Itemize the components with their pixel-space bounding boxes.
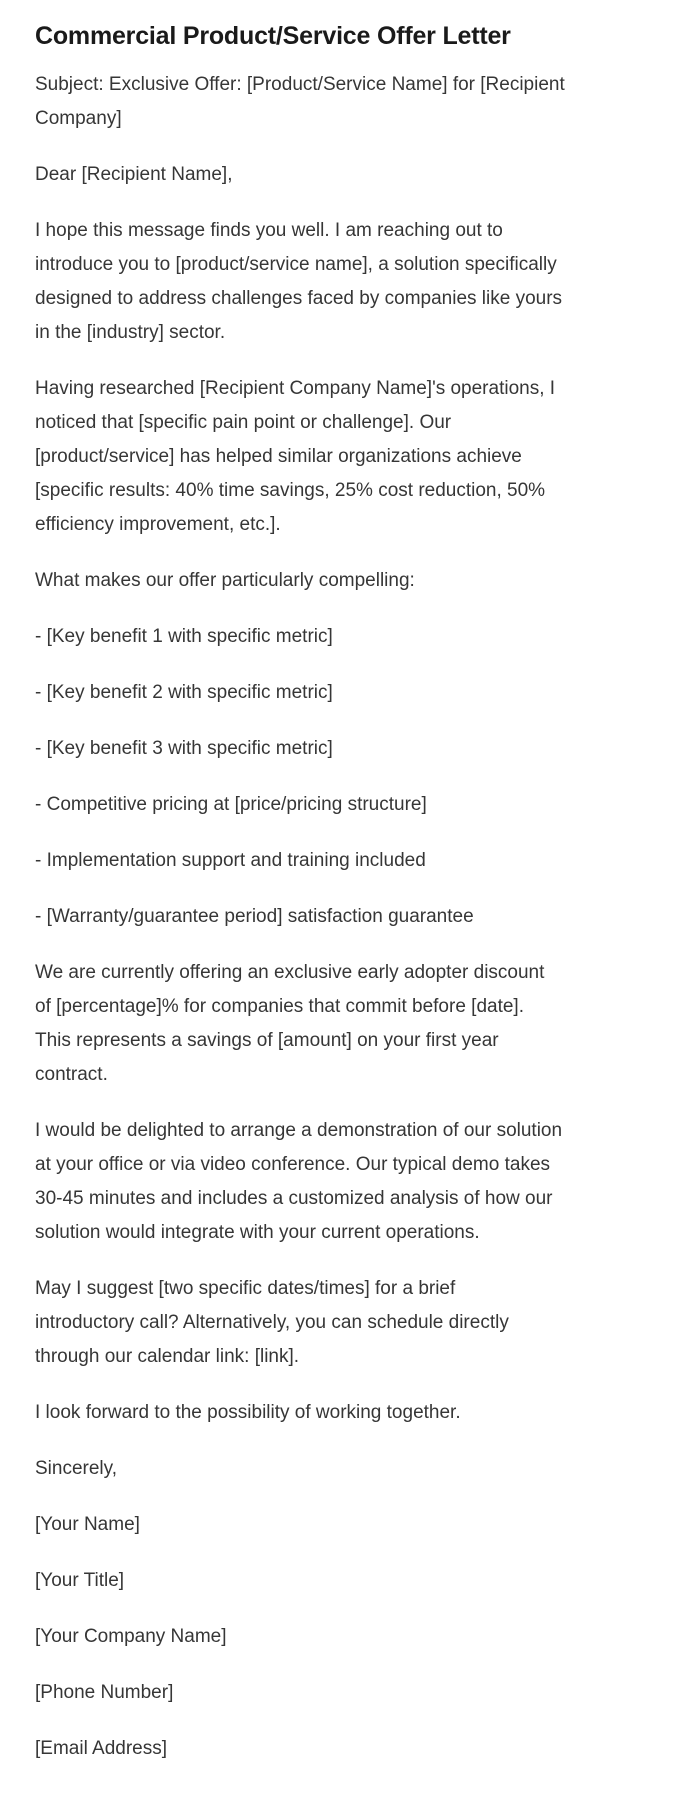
discount-paragraph <box>35 956 665 1092</box>
text-line: Company] <box>35 108 122 129</box>
text-line: of [percentage]% for companies that commit before [date]. <box>35 996 524 1017</box>
text-line: - Competitive pricing at [price/pricing structure] <box>35 794 427 815</box>
text-line: I would be delighted to arrange a demonstration of our solution <box>35 1120 563 1141</box>
benefit-item-pricing <box>35 788 665 822</box>
signature-name <box>35 1508 665 1542</box>
signature-company <box>35 1620 665 1654</box>
text-line: May I suggest [two specific dates/times] for a brief <box>35 1278 456 1299</box>
text-line: [Your Title] <box>35 1570 125 1591</box>
demo-paragraph <box>35 1114 665 1250</box>
benefit-item-implementation <box>35 844 665 878</box>
page-title: Commercial Product/Service Offer Letter <box>35 22 511 50</box>
salutation <box>35 158 665 192</box>
text-line: introductory call? Alternatively, you can schedule directly <box>35 1312 509 1333</box>
text-line: [Your Name] <box>35 1514 140 1535</box>
text-line: contract. <box>35 1064 108 1085</box>
sign-off <box>35 1452 665 1486</box>
benefit-item-2 <box>35 676 665 710</box>
text-line: [Phone Number] <box>35 1682 174 1703</box>
text-line: at your office or via video conference. Our typical demo takes <box>35 1154 551 1175</box>
text-line: introduce you to [product/service name], a solution specifically <box>35 254 557 275</box>
text-line: Dear [Recipient Name], <box>35 164 233 185</box>
signature-email <box>35 1732 665 1766</box>
text-line: [specific results: 40% time savings, 25% cost reduction, 50% <box>35 480 546 501</box>
text-line: [Your Company Name] <box>35 1626 227 1647</box>
subject-line <box>35 68 665 136</box>
benefit-item-1 <box>35 620 665 654</box>
text-line: efficiency improvement, etc.]. <box>35 514 281 535</box>
text-line: designed to address challenges faced by companies like yours <box>35 288 563 309</box>
research-paragraph <box>35 372 665 542</box>
text-line: solution would integrate with your current operations. <box>35 1222 480 1243</box>
benefit-item-3 <box>35 732 665 766</box>
signature-title <box>35 1564 665 1598</box>
text-line: I look forward to the possibility of working together. <box>35 1402 461 1423</box>
text-line: - Implementation support and training included <box>35 850 426 871</box>
text-line: in the [industry] sector. <box>35 322 226 343</box>
text-line: through our calendar link: [link]. <box>35 1346 300 1367</box>
text-line: - [Warranty/guarantee period] satisfaction guarantee <box>35 906 474 927</box>
text-line: I hope this message finds you well. I am reaching out to <box>35 220 503 241</box>
text-line: [Email Address] <box>35 1738 167 1759</box>
text-line: - [Key benefit 2 with specific metric] <box>35 682 333 703</box>
text-line: What makes our offer particularly compelling: <box>35 570 415 591</box>
text-line: [product/service] has helped similar organizations achieve <box>35 446 522 467</box>
text-line: Sincerely, <box>35 1458 118 1479</box>
intro-paragraph <box>35 214 665 350</box>
text-line: - [Key benefit 1 with specific metric] <box>35 626 333 647</box>
benefit-item-warranty <box>35 900 665 934</box>
closing-line <box>35 1396 665 1430</box>
call-suggestion-paragraph <box>35 1272 665 1374</box>
text-line: We are currently offering an exclusive early adopter discount <box>35 962 545 983</box>
signature-phone <box>35 1676 665 1710</box>
text-line: This represents a savings of [amount] on your first year <box>35 1030 499 1051</box>
text-line: - [Key benefit 3 with specific metric] <box>35 738 333 759</box>
text-line: Subject: Exclusive Offer: [Product/Service Name] for [Recipient <box>35 74 565 95</box>
text-line: 30-45 minutes and includes a customized analysis of how our <box>35 1188 553 1209</box>
text-line: Having researched [Recipient Company Name]'s operations, I <box>35 378 556 399</box>
compelling-heading <box>35 564 665 598</box>
text-line: noticed that [specific pain point or challenge]. Our <box>35 412 452 433</box>
